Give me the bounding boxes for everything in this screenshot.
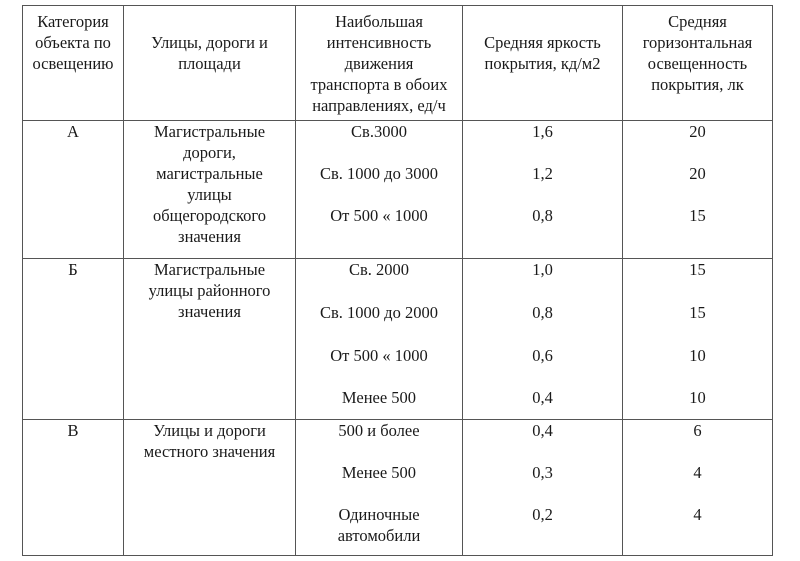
illuminance-value: 20 — [689, 164, 706, 183]
intensity-value: автомобили — [337, 526, 421, 545]
brightness-value: 0,6 — [532, 346, 553, 365]
table-row — [23, 420, 773, 556]
category-cell — [23, 259, 124, 420]
streets-text: значения — [178, 227, 241, 246]
header-text: площади — [178, 54, 241, 73]
illuminance-value: 15 — [689, 303, 706, 322]
header-text: транспорта в обоих — [310, 75, 448, 94]
brightness-value: 0,3 — [532, 463, 553, 482]
illuminance-value: 20 — [689, 122, 706, 141]
table-row — [23, 121, 773, 259]
intensity-value: Менее 500 — [341, 388, 417, 407]
brightness-value: 0,8 — [532, 206, 553, 225]
header-text: движения — [344, 54, 414, 73]
header-text: Улицы, дороги и — [151, 33, 268, 52]
intensity-value: Св. 1000 до 3000 — [320, 164, 438, 183]
header-text: интенсивность — [326, 33, 432, 52]
table-row — [23, 259, 773, 420]
illuminance-value: 4 — [693, 505, 702, 524]
illuminance-value: 4 — [693, 463, 702, 482]
brightness-value: 1,2 — [532, 164, 553, 183]
brightness-cell — [463, 121, 623, 259]
header-illuminance — [623, 6, 773, 121]
illuminance-cell — [623, 420, 773, 556]
header-text: покрытия, лк — [651, 75, 744, 94]
category-label: В — [67, 421, 79, 440]
intensity-value: Св. 1000 до 2000 — [320, 303, 438, 322]
header-text: направлениях, ед/ч — [312, 96, 446, 115]
streets-cell — [124, 121, 296, 259]
header-text: горизонтальная — [642, 33, 753, 52]
intensity-value: Одиночные — [338, 505, 420, 524]
brightness-value: 0,2 — [532, 505, 553, 524]
streets-cell — [124, 420, 296, 556]
header-text: покрытия, кд/м2 — [484, 54, 601, 73]
intensity-cell — [296, 121, 463, 259]
header-text: Средняя яркость — [484, 33, 601, 52]
streets-text: улицы районного — [148, 281, 271, 300]
streets-text: улицы — [187, 185, 232, 204]
header-brightness — [463, 6, 623, 121]
header-text: объекта по — [35, 33, 111, 52]
header-text: Наибольшая — [335, 12, 423, 31]
header-text: Категория — [37, 12, 109, 31]
brightness-value: 1,6 — [532, 122, 553, 141]
brightness-value: 1,0 — [532, 260, 553, 279]
header-category — [23, 6, 124, 121]
streets-text: Магистральные — [153, 260, 266, 279]
header-text: освещению — [32, 54, 114, 73]
brightness-value: 0,8 — [532, 303, 553, 322]
streets-text: магистральные — [156, 164, 263, 183]
category-label: А — [67, 122, 79, 141]
streets-cell — [124, 259, 296, 420]
header-text: Средняя — [668, 12, 727, 31]
illuminance-value: 10 — [689, 388, 706, 407]
header-text: освещенность — [647, 54, 748, 73]
brightness-value: 0,4 — [532, 388, 553, 407]
intensity-value: 500 и более — [338, 421, 420, 440]
intensity-cell — [296, 420, 463, 556]
header-streets — [124, 6, 296, 121]
intensity-value: Св. 2000 — [348, 260, 410, 279]
intensity-cell — [296, 259, 463, 420]
intensity-value: Св.3000 — [351, 122, 407, 141]
illuminance-cell — [623, 259, 773, 420]
header-row — [23, 6, 773, 121]
illuminance-value: 6 — [693, 421, 702, 440]
streets-text: Магистральные — [153, 122, 266, 141]
intensity-value: От 500 « 1000 — [330, 206, 428, 225]
brightness-value: 0,4 — [532, 421, 553, 440]
category-cell — [23, 121, 124, 259]
streets-text: значения — [178, 302, 241, 321]
illuminance-value: 15 — [689, 260, 706, 279]
streets-text: дороги, — [183, 143, 236, 162]
illuminance-cell — [623, 121, 773, 259]
streets-text: Улицы и дороги — [153, 421, 266, 440]
brightness-cell — [463, 259, 623, 420]
lighting-norms-table — [22, 5, 773, 556]
category-label: Б — [68, 260, 78, 279]
brightness-cell — [463, 420, 623, 556]
streets-text: общегородского — [152, 206, 267, 225]
streets-text: местного значения — [143, 442, 276, 461]
category-cell — [23, 420, 124, 556]
illuminance-value: 15 — [689, 206, 706, 225]
header-intensity — [296, 6, 463, 121]
intensity-value: От 500 « 1000 — [330, 346, 428, 365]
intensity-value: Менее 500 — [341, 463, 417, 482]
illuminance-value: 10 — [689, 346, 706, 365]
